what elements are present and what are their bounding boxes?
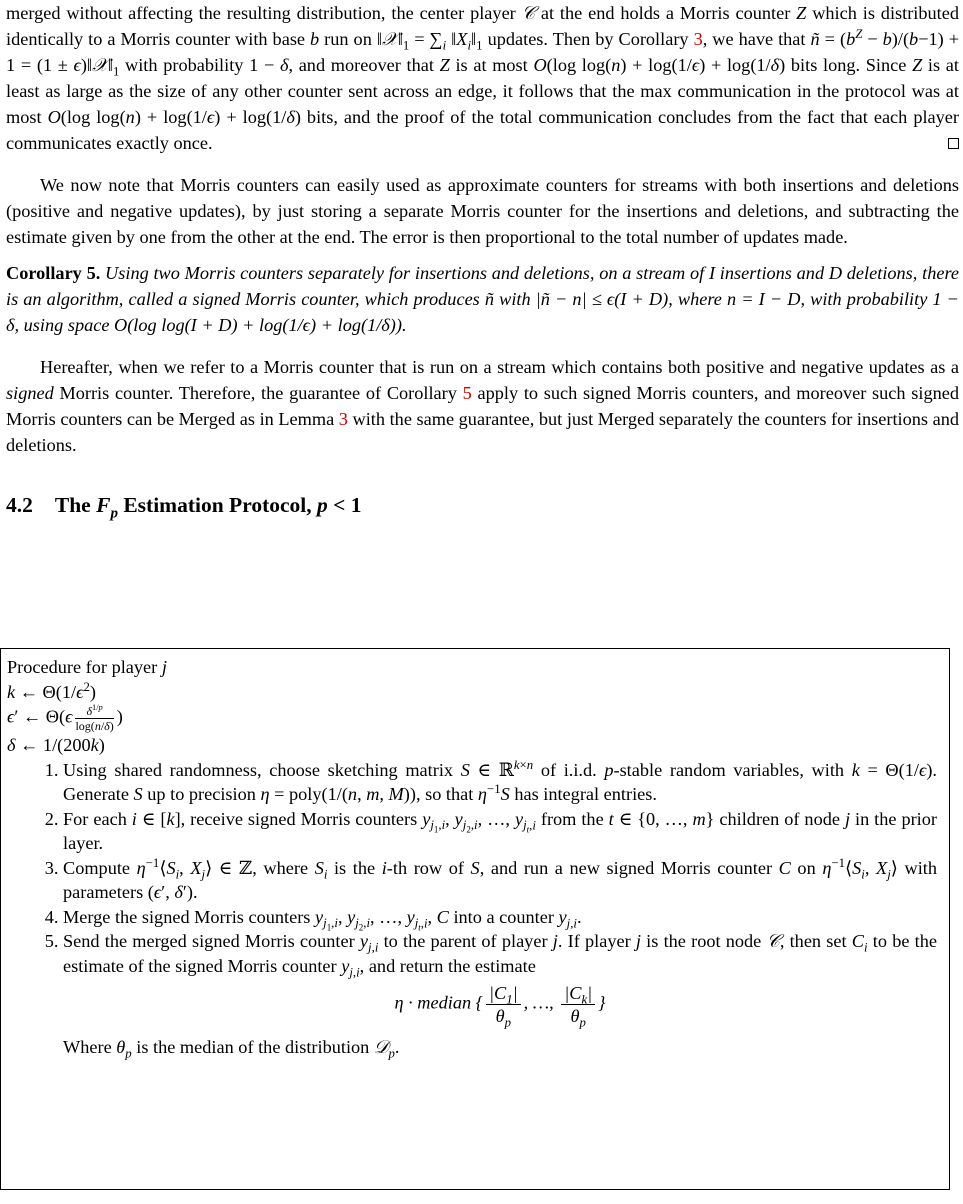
- hereafter-paragraph: [6, 354, 959, 458]
- section-heading: [6, 492, 959, 522]
- qed-square-icon: [948, 138, 959, 149]
- corollary-5: [6, 260, 959, 338]
- hereafter-text-4: with the same guarantee, but just Merged separately the counters for insertions and deletions.: [6, 409, 959, 455]
- procedure-header: Procedure for player j: [7, 657, 167, 677]
- procedure-box: [0, 648, 950, 1190]
- step-2: 2. For each i ∈ [k], receive signed Morris counters $y_{j_1,i}$, $y_{j_2,i}$, …, $y_{j_t,i}$ from the t ∈ {0, …, m} children of node j in the prior layer.: [63, 807, 941, 856]
- median-expression: η · median { $\frac{|C_1|}{\theta_p}$ , …, $\frac{|C_k|}{\theta_p}$ }: [394, 983, 606, 1030]
- ref-lemma-3[interactable]: 3: [338, 409, 348, 429]
- step-1: 1. Using shared randomness, choose sketching matrix S ∈ ℝ$^{k\times n}$ of i.i.d. p-stable random variables, with k = Θ(1/ϵ). Generate S up to precision η = poly(1/(n, m, M)), so that $\eta^{-1}S$ has integral entries.: [63, 758, 941, 807]
- assign-eps-prime: ϵ′ ← Θ(ϵ $\frac{\delta^{1/p}}{\log(n/\delta)}$ ): [7, 703, 123, 733]
- hereafter-text-3: apply to such signed Morris counters, and moreover such signed Morris counters can be Merged as in Lemma: [6, 383, 959, 429]
- step-3: 3. Compute $\eta^{-1}⟨S_i$, $X_j⟩$ ∈ ℤ, where $S_i$ is the i-th row of S, and run a new signed Morris counter C on $\eta^{-1}⟨S_i$, $X_j⟩$ with parameters (ϵ′, δ′).: [63, 856, 941, 905]
- proof-text: merged without affecting the resulting distribution, the center player 𝒞 at the end holds a Morris counter Z which is distributed identically to a Morris counter with base b run on $‖𝒳‖_1 = \sum_i$ $‖X_i‖_1$ updates. Then by Corollary 3, we have that ñ = $(b^Z - b)/(b-1) + 1 = (1$ ± $\epsilon)‖𝒳‖_1$ with probability 1 − δ, and moreover that Z is at most O(log log(n) + log(1/ϵ) + log(1/δ) bits long. Since Z is at least as large as the size of any other counter sent across an edge, it follows that the max communication in the protocol was at most O(log log(n) + log(1/ϵ) + log(1/δ) bits, and the proof of the total communication concludes from the fact that each player communicates exactly once.: [6, 3, 960, 153]
- procedure-steps: [7, 758, 941, 1028]
- assign-k: k ← $\Theta(1/\epsilon^2)$: [7, 679, 96, 702]
- hereafter-text-2: Morris counter. Therefore, the guarantee of Corollary: [53, 383, 463, 403]
- corollary-body: Using two Morris counters separately for insertions and deletions, on a stream of I insertions and D deletions, there is an algorithm, called a signed Morris counter, which produces ñ with |ñ − n| ≤ ϵ(I + D), where n = I − D, with probability 1 − δ, using space O(log log(I + D) + log(1/ϵ) + log(1/δ)).: [6, 263, 959, 335]
- step-5: 5. Send the merged signed Morris counter $y_{j,i}$ to the parent of player j. If player j is the root node 𝒞, then set $C_i$ to be the estimate of the signed Morris counter $y_{j,i}$, and return the estimate η · median { $\frac{|C_1|}{\theta_p}$ , …, $\frac{|C_k|}{\theta_p}$ }: [63, 929, 941, 1027]
- signed-counters-paragraph: We now note that Morris counters can easily used as approximate counters for streams with both insertions and deletions (positive and negative updates), by just storing a separate Morris counter for the insertions and deletions, and subtracting the estimate given by one from the other at the end. The error is then proportional to the total number of updates made.: [6, 175, 959, 247]
- section-title-text: The $F_p$ Estimation Protocol, p < 1: [54, 493, 362, 522]
- corollary-heading: Corollary 5.: [6, 263, 101, 283]
- paper-page: [6, 0, 959, 542]
- step-4: 4. Merge the signed Morris counters $y_{j_1,i}$, $y_{j_2,i}$, …, $y_{j_t,i}$, C into a counter $y_{j,i}$.: [63, 905, 941, 930]
- hereafter-text-1: Hereafter, when we refer to a Morris counter that is run on a stream which contains both positive and negative updates as a: [40, 357, 959, 377]
- hereafter-emph: signed: [6, 383, 54, 403]
- ref-corollary-3[interactable]: 3: [693, 29, 703, 49]
- section-number: 4.2: [6, 493, 33, 517]
- assign-delta: δ ← 1/(200k): [7, 735, 105, 755]
- ref-corollary-5[interactable]: 5: [462, 383, 472, 403]
- where-theta: Where $\theta_p$ is the median of the distribution 𝒟$_p$.: [63, 1037, 400, 1061]
- proof-paragraph: [6, 0, 959, 156]
